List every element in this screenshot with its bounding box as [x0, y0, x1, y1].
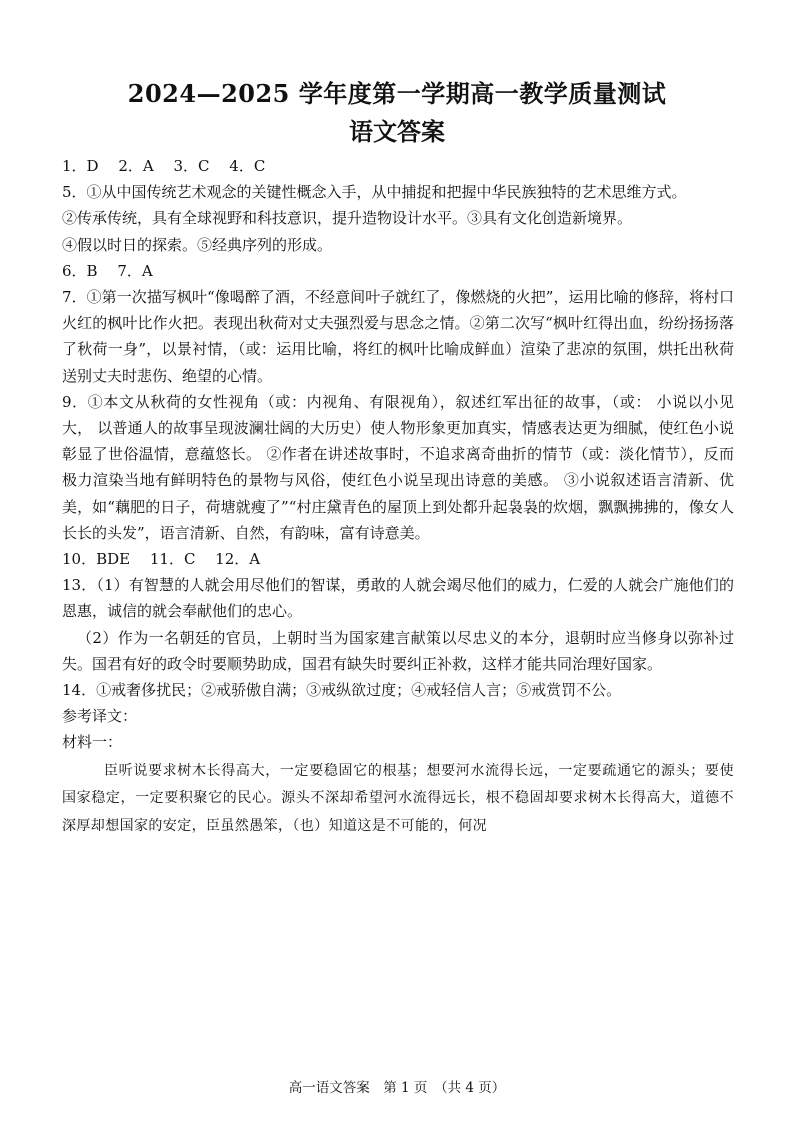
answer-q5-line2: ②传承传统，具有全球视野和科技意识，提升造物设计水平。③具有文化创造新境界。: [62, 209, 633, 228]
answer-q13-part1: 13．（1）有智慧的人就会用尽他们的智谋，勇敢的人就会竭尽他们的威力，仁爱的人就会广施他们的恩惠，诚信的就会奉献他们的忠心。: [62, 576, 734, 621]
answer-q9: 9．①本文从秋荷的女性视角（或：内视角、有限视角），叙述红军出征的故事，（或： 小说以小见大， 以普通人的故事呈现波澜壮阔的大历史）使人物形象更加真实，情感表达更为细腻，使红色小说彰显了世俗温情，意蕴悠长。 ②作者在讲述故事时，不追求离奇曲折的情节（或：淡化情节），反而极力渲染当地有鲜明特色的景物与风俗，使红色小说呈现出诗意的美感。 ③小说叙述语言清新、优美，如“藕肥的日子，荷塘就瘦了”“村庄黛青色的屋顶上到处都升起袅袅的炊烟，飘飘拂拂的，像女人长长的头发”，语言清新、自然，有韵味，富有诗意美。: [62, 392, 734, 542]
answer-q13-part2: （2）作为一名朝廷的官员，上朝时当为国家建言献策以尽忠义的本分，退朝时应当修身以弥补过失。国君有好的政令时要顺势助成，国君有缺失时要纠正补救，这样才能共同治理好国家。: [62, 628, 734, 673]
answer-q7: 7．①第一次描写枫叶“像喝醉了酒，不经意间叶子就红了，像燃烧的火把”，运用比喻的修辞，将村口火红的枫叶比作火把。表现出秋荷对丈夫强烈爱与思念之情。②第二次写“枫叶红得出血，纷纷扬扬落了秋荷一身”，以景衬情，（或：运用比喻，将红的枫叶比喻成鲜血）渲染了悲凉的氛围，烘托出秋荷送别丈夫时悲伤、绝望的心情。: [62, 288, 734, 385]
answer-q6-7: 6．B 7．A: [62, 261, 153, 280]
page-footer: 高一语文答案 第 1 页 （共 4 页）: [288, 1080, 506, 1096]
translation-text: 臣听说要求树木长得高大，一定要稳固它的根基；想要河水流得长远，一定要疏通它的源头；要使国家稳定，一定要积聚它的民心。源头不深却希望河水流得远长，根不稳固却要求树木长得高大，道德不深厚却想国家的安定，臣虽然愚笨，（也）知道这是不可能的，何况: [62, 762, 734, 834]
page-title: 2024—2025 学年度第一学期高一教学质量测试: [127, 79, 667, 108]
answer-q10-12: 10．BDE 11．C 12．A: [62, 550, 261, 569]
answer-q14: 14．①戒奢侈扰民；②戒骄傲自满；③戒纵欲过度；④戒轻信人言；⑤戒赏罚不公。: [62, 681, 622, 700]
answer-q5-line3: ④假以时日的探索。⑤经典序列的形成。: [62, 235, 333, 254]
answer-content: [62, 153, 734, 840]
answer-q1-4: 1．D 2．A 3．C 4．C: [62, 157, 266, 175]
material-label: 材料一：: [62, 733, 123, 752]
reference-label: 参考译文：: [62, 707, 138, 726]
answer-q5-line1: 5．①从中国传统艺术观念的关键性概念入手，从中捕捉和把握中华民族独特的艺术思维方式。: [62, 183, 687, 202]
page-subtitle: 语文答案: [349, 117, 445, 146]
